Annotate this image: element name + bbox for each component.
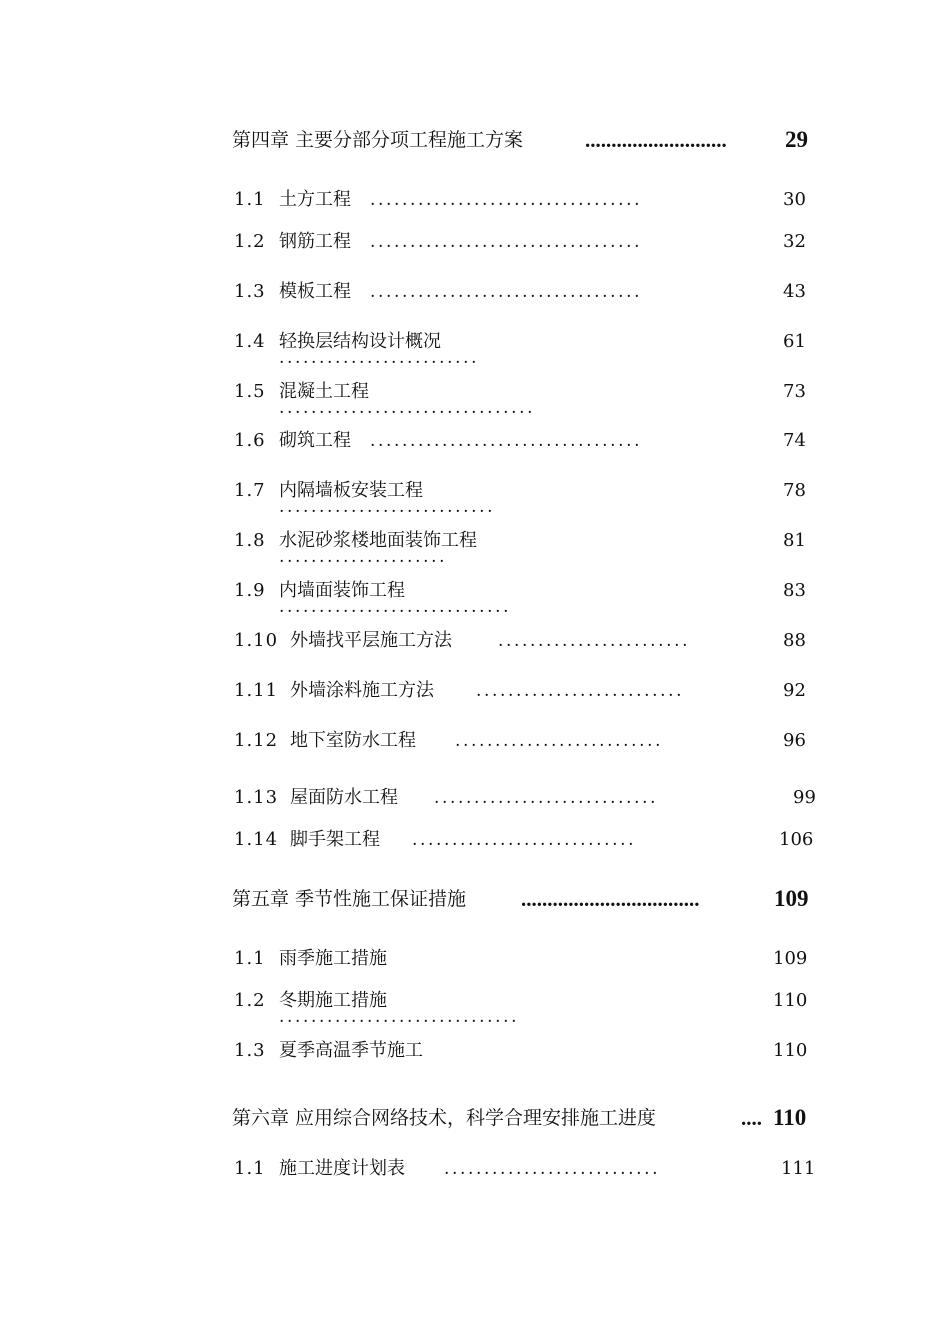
toc-entry-number: 1.14 <box>234 829 279 850</box>
toc-entry-title: 外墙找平层施工方法 <box>290 630 452 651</box>
toc-leader-dots: .................................. <box>370 190 643 210</box>
toc-entry-5-2[interactable] <box>0 986 950 1027</box>
toc-entry-title: 外墙涂料施工方法 <box>290 680 434 701</box>
toc-entry-number: 1.10 <box>234 630 279 651</box>
toc-entry-1-11[interactable] <box>0 676 950 706</box>
toc-entry-number: 1.1 <box>234 948 266 969</box>
toc-chapter-4[interactable] <box>0 125 950 155</box>
toc-leader-dots: ........................... <box>444 1159 661 1179</box>
toc-entry-title: 内隔墙板安装工程 <box>279 480 423 501</box>
toc-entry-title: 夏季高温季节施工 <box>279 1040 423 1061</box>
toc-chapter-5[interactable] <box>0 884 950 914</box>
toc-leader-dots: .......................... <box>476 681 685 701</box>
toc-page-number: 32 <box>783 231 806 252</box>
toc-entry-title: 脚手架工程 <box>290 829 380 850</box>
toc-entry-title: 模板工程 <box>279 281 351 302</box>
toc-entry-6-1[interactable] <box>0 1154 950 1184</box>
toc-page-number: 111 <box>781 1158 816 1179</box>
toc-leader-dots: .................................. <box>370 232 643 252</box>
toc-leader-dots: ........................ <box>498 631 691 651</box>
toc-page-number: 81 <box>783 530 806 551</box>
toc-entry-number: 1.6 <box>234 430 266 451</box>
toc-page-number: 83 <box>783 580 806 601</box>
toc-entry-number: 1.1 <box>234 1158 266 1179</box>
toc-page-number: 109 <box>774 886 809 911</box>
toc-page-number: 43 <box>783 281 806 302</box>
toc-leader-dots: ................................ <box>279 398 536 418</box>
toc-leader-dots: .............................. <box>279 1007 520 1027</box>
toc-leader-dots: ............................ <box>412 830 637 850</box>
toc-page-number: 30 <box>783 189 806 210</box>
toc-chapter-label: 第六章 应用综合网络技术，科学合理安排施工进度 <box>232 1107 657 1129</box>
toc-leader-dots: ............................ <box>434 788 659 808</box>
toc-entry-number: 1.4 <box>234 331 266 352</box>
toc-page-number: 110 <box>773 1040 808 1061</box>
toc-entry-title: 砌筑工程 <box>279 430 351 451</box>
toc-page-number: 61 <box>783 331 806 352</box>
toc-entry-number: 1.9 <box>234 580 266 601</box>
toc-page-number: 96 <box>783 730 806 751</box>
toc-entry-1-14[interactable] <box>0 825 950 855</box>
toc-entry-number: 1.3 <box>234 1040 266 1061</box>
toc-page-number: 29 <box>785 127 808 152</box>
toc-entry-1-4[interactable] <box>0 327 950 368</box>
toc-page-number: 73 <box>783 381 806 402</box>
toc-entry-number: 1.11 <box>234 680 279 701</box>
toc-entry-number: 1.8 <box>234 530 266 551</box>
toc-entry-1-7[interactable] <box>0 476 950 517</box>
toc-entry-1-3[interactable] <box>0 277 950 307</box>
toc-page-number: 88 <box>783 630 806 651</box>
toc-entry-5-3[interactable] <box>0 1036 950 1066</box>
toc-entry-1-2[interactable] <box>0 227 950 257</box>
toc-entry-1-9[interactable] <box>0 576 950 617</box>
toc-entry-number: 1.5 <box>234 381 266 402</box>
toc-entry-title: 地下室防水工程 <box>290 730 416 751</box>
toc-entry-title: 内墙面装饰工程 <box>279 580 405 601</box>
toc-entry-title: 水泥砂浆楼地面装饰工程 <box>279 530 477 551</box>
toc-chapter-label: 第五章 季节性施工保证措施 <box>232 888 467 910</box>
toc-leader-dots: ........................... <box>279 497 496 517</box>
toc-leader-dots: ......................... <box>279 348 480 368</box>
toc-page-number: 110 <box>773 1105 807 1130</box>
toc-entry-number: 1.2 <box>234 990 266 1011</box>
toc-entry-title: 土方工程 <box>279 189 351 210</box>
toc-page-number: 110 <box>773 990 808 1011</box>
toc-entry-title: 冬期施工措施 <box>279 990 387 1011</box>
toc-entry-5-1[interactable] <box>0 944 950 974</box>
toc-page-number: 74 <box>783 430 806 451</box>
toc-entry-title: 混凝土工程 <box>279 381 369 402</box>
toc-page-number: 106 <box>779 829 814 850</box>
toc-leader-dots: ........................... <box>585 128 727 152</box>
toc-leader-dots: .... <box>741 1106 762 1130</box>
toc-leader-dots: .................................. <box>370 282 643 302</box>
toc-entry-1-12[interactable] <box>0 726 950 756</box>
toc-entry-1-6[interactable] <box>0 426 950 456</box>
toc-page-number: 99 <box>793 787 816 808</box>
toc-leader-dots: .......................... <box>455 731 664 751</box>
toc-leader-dots: .................................. <box>521 887 700 911</box>
toc-entry-title: 雨季施工措施 <box>279 948 387 969</box>
toc-entry-number: 1.2 <box>234 231 266 252</box>
toc-page-number: 78 <box>783 480 806 501</box>
toc-entry-1-1[interactable] <box>0 185 950 215</box>
toc-entry-1-5[interactable] <box>0 377 950 418</box>
toc-chapter-label: 第四章 主要分部分项工程施工方案 <box>232 129 524 151</box>
toc-entry-1-8[interactable] <box>0 526 950 567</box>
toc-entry-title: 屋面防水工程 <box>290 787 398 808</box>
toc-chapter-6[interactable] <box>0 1103 950 1133</box>
toc-leader-dots: ..................... <box>279 547 448 567</box>
toc-entry-1-10[interactable] <box>0 626 950 656</box>
toc-page-number: 109 <box>773 948 808 969</box>
toc-entry-title: 轻换层结构设计概况 <box>279 331 441 352</box>
toc-entry-number: 1.3 <box>234 281 266 302</box>
toc-entry-title: 钢筋工程 <box>279 231 351 252</box>
toc-entry-number: 1.7 <box>234 480 266 501</box>
toc-entry-number: 1.1 <box>234 189 266 210</box>
toc-entry-1-13[interactable] <box>0 783 950 813</box>
toc-entry-title: 施工进度计划表 <box>279 1158 405 1179</box>
toc-leader-dots: ............................. <box>279 597 512 617</box>
toc-entry-number: 1.12 <box>234 730 279 751</box>
toc-page-number: 92 <box>783 680 806 701</box>
toc-entry-number: 1.13 <box>234 787 279 808</box>
toc-leader-dots: .................................. <box>370 431 643 451</box>
